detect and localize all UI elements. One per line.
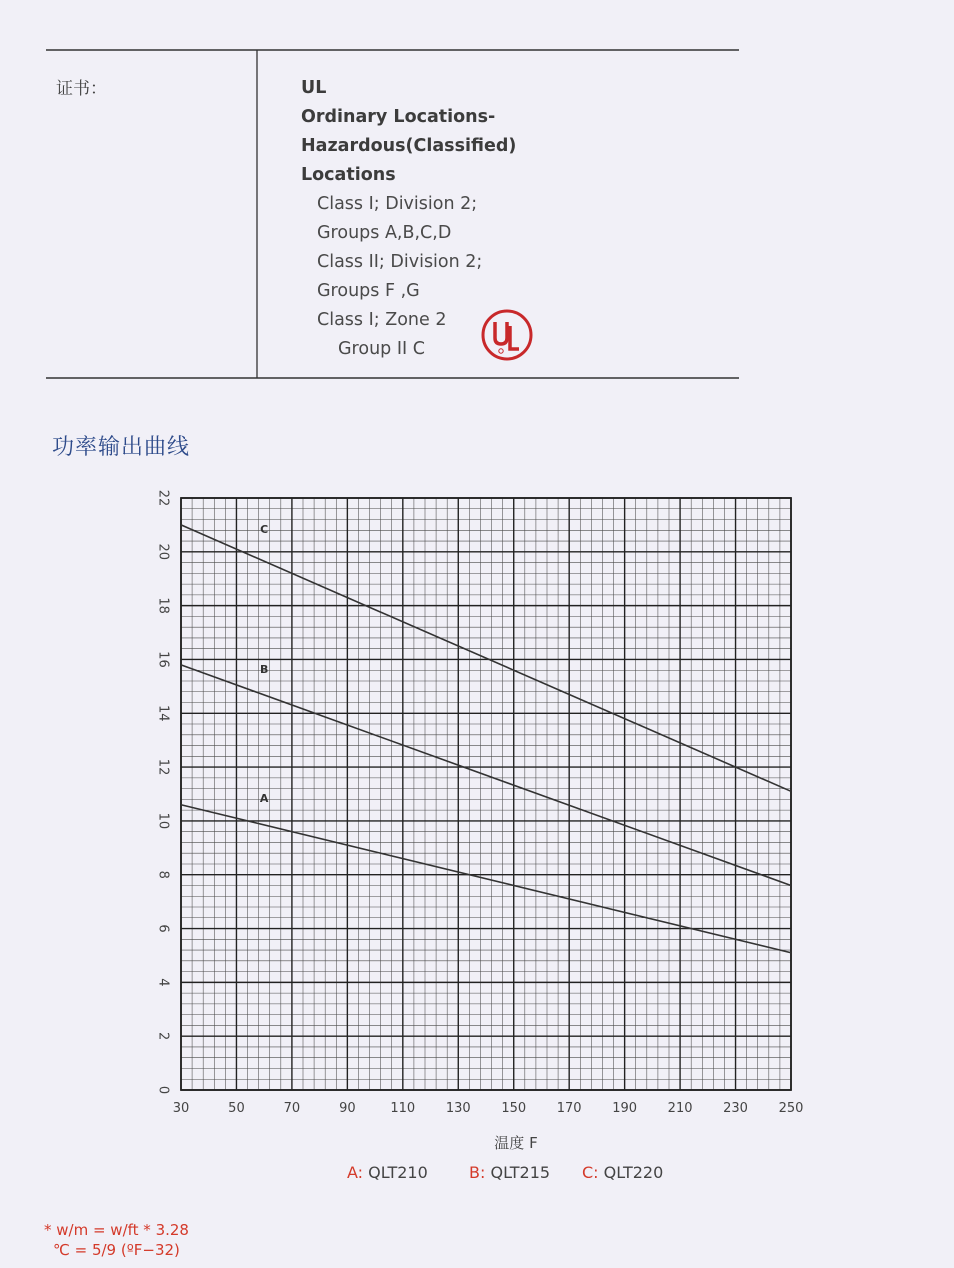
y-tick-label: 10 — [155, 812, 171, 830]
chart-series — [181, 523, 791, 953]
series-line-a — [181, 805, 791, 953]
x-tick-label: 50 — [228, 1101, 245, 1116]
section-title: 功率输出曲线 — [52, 435, 191, 460]
chart-minor-grid — [181, 498, 791, 1090]
legend-item-a — [347, 1163, 428, 1182]
legend-key-b: B: — [469, 1163, 486, 1182]
chart-y-tick-labels — [156, 490, 171, 1094]
cert-line-class2-div2: Class II; Division 2; — [317, 252, 483, 272]
cert-line-groups-abcd: Groups A,B,C,D — [317, 223, 452, 243]
x-tick-label: 30 — [172, 1101, 190, 1116]
legend-text-c: QLT220 — [603, 1163, 664, 1182]
series-line-b — [181, 662, 791, 886]
power-output-chart — [0, 480, 954, 1160]
series-label-b: B — [259, 662, 269, 676]
plot-frame — [181, 498, 791, 1090]
x-tick-label: 130 — [445, 1101, 471, 1116]
note-wm: * w/m = w/ft * 3.28 — [44, 1221, 189, 1239]
x-tick-label: 170 — [556, 1101, 582, 1116]
series-line-c — [181, 522, 791, 791]
x-tick-label: 230 — [723, 1101, 748, 1116]
x-tick-label: 210 — [667, 1101, 693, 1116]
x-tick-label: 110 — [390, 1101, 416, 1116]
chart-major-grid — [181, 498, 791, 1090]
x-tick-label: 250 — [778, 1101, 804, 1116]
chart-x-axis-label: 温度 F — [494, 1134, 538, 1152]
cert-line-ordinary: Ordinary Locations- — [301, 107, 496, 127]
legend-text-a: QLT210 — [368, 1163, 428, 1182]
y-tick-label: 22 — [155, 489, 171, 507]
y-tick-label: 20 — [155, 543, 171, 561]
y-tick-label: 6 — [155, 924, 171, 933]
legend-key-c: C: — [582, 1163, 599, 1182]
cert-line-class1-zone2: Class I; Zone 2 — [317, 310, 447, 330]
certificate-label: 证书： — [56, 79, 107, 99]
cert-line-locations: Locations — [301, 165, 396, 185]
y-tick-label: 8 — [155, 870, 171, 879]
x-tick-label: 90 — [339, 1101, 356, 1116]
chart-x-tick-labels — [173, 1101, 804, 1116]
x-tick-label: 190 — [612, 1101, 638, 1116]
legend-item-c — [582, 1163, 663, 1182]
cert-line-ul: UL — [301, 78, 327, 98]
series-label-c: C — [260, 522, 269, 536]
note-celsius: ℃ = 5/9 (ºF−32) — [53, 1241, 180, 1259]
x-tick-label: 70 — [283, 1101, 301, 1116]
cert-line-groups-fg: Groups F ,G — [317, 281, 420, 301]
y-tick-label: 16 — [155, 651, 171, 668]
legend-text-b: QLT215 — [490, 1163, 551, 1182]
ul-logo-icon — [480, 308, 534, 362]
cert-line-group2c: Group II C — [338, 339, 425, 359]
y-tick-label: 0 — [155, 1085, 171, 1095]
x-tick-label: 150 — [501, 1101, 527, 1116]
conversion-notes — [44, 1220, 189, 1260]
legend-key-a: A: — [347, 1163, 364, 1182]
legend-item-b — [469, 1163, 550, 1182]
y-tick-label: 14 — [155, 704, 171, 722]
y-tick-label: 2 — [155, 1032, 171, 1041]
y-tick-label: 18 — [155, 597, 171, 614]
y-tick-label: 4 — [155, 978, 171, 987]
cert-line-class1-div2: Class I; Division 2; — [317, 194, 478, 214]
cert-line-hazardous: Hazardous(Classified) — [301, 136, 517, 156]
y-tick-label: 12 — [155, 758, 171, 776]
series-label-a: A — [259, 792, 269, 806]
